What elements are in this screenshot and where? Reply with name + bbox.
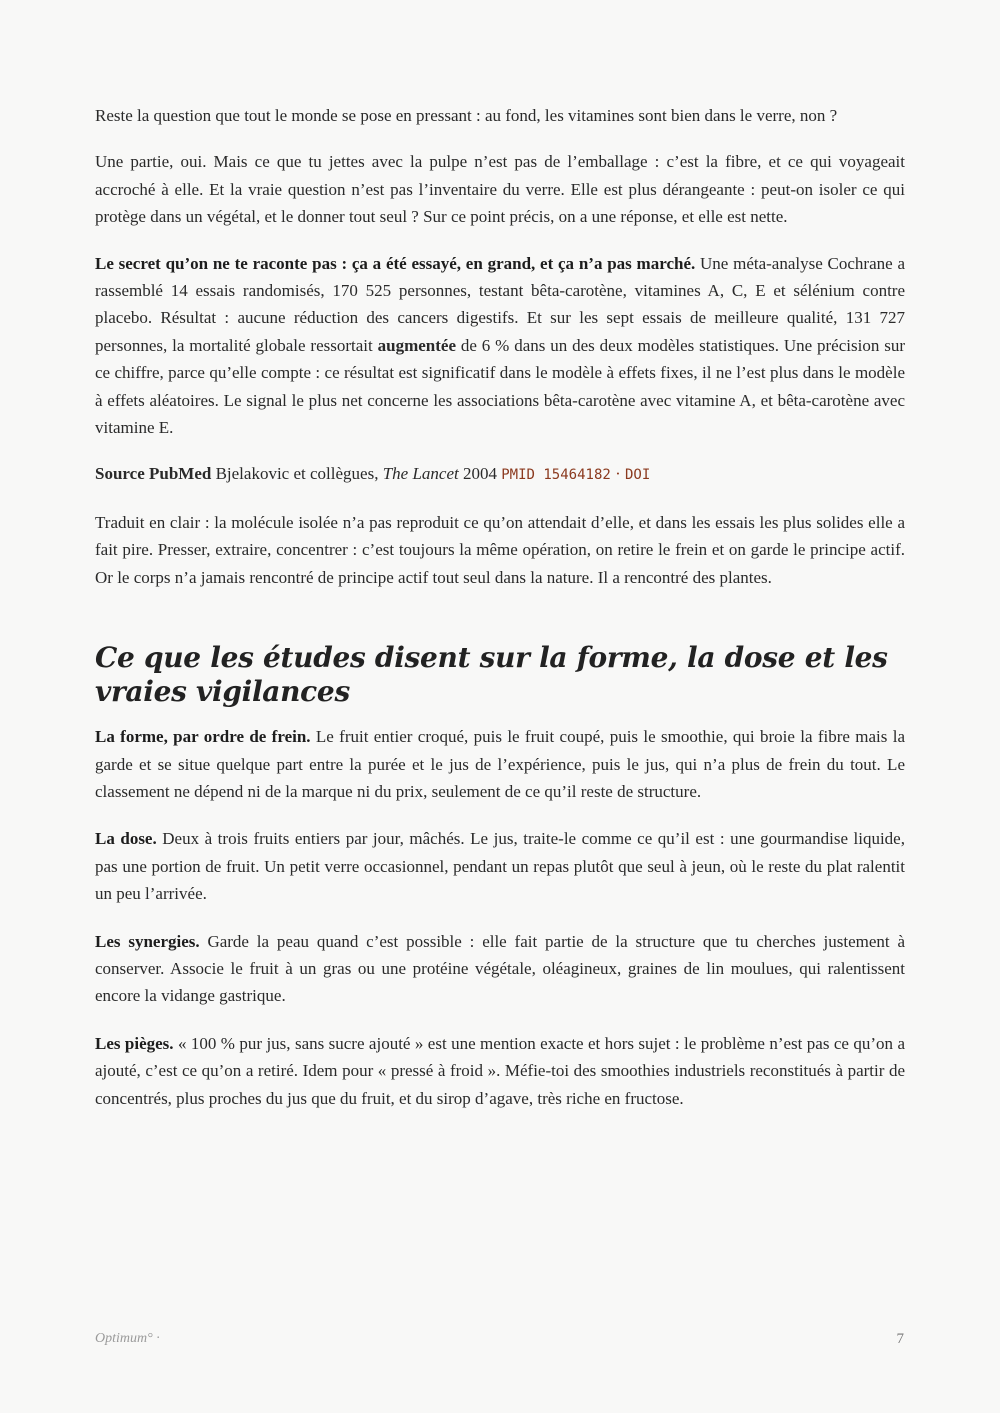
source-journal: The Lancet [382, 464, 459, 484]
article-body [95, 102, 905, 1132]
paragraph-text: Le fruit entier croqué, puis le fruit coupé, puis le smoothie, qui broie la fibre mais la garde et se situe quelque part entre la purée et le jus de l’expérience, puis le jus, qui n’a plus de frein du tout. Le classement ne dépend ni de la marque ni du prix, seulement de ce qu’il reste de structure. [95, 727, 905, 801]
source-citation [95, 460, 905, 489]
paragraph-lead: Le secret qu’on ne te raconte pas : ça a été essayé, en grand, et ça n’a pas marché. [95, 253, 696, 273]
paragraph-text: Garde la peau quand c’est possible : elle fait partie de la structure que tu cherches justement à conserver. Associe le fruit à un gras ou une protéine végétale, oléagineux, graines de lin moulues, qui ralentissent encore la vidange gastrique. [95, 931, 905, 1006]
paragraph-lead: La dose. [95, 829, 157, 849]
paragraph-forme [95, 723, 905, 805]
footer-brand: Optimum° · [95, 1331, 160, 1346]
source-label: Source PubMed [95, 464, 212, 484]
source-authors: Bjelakovic et collègues, [211, 464, 383, 484]
paragraph-question: Reste la question que tout le monde se pose en pressant : au fond, les vitamines sont bien dans le verre, non ? [95, 106, 838, 125]
paragraph-translation: Traduit en clair : la molécule isolée n’a pas reproduit ce qu’on attendait d’elle, et dans les essais les plus solides elle a fait pire. Presser, extraire, concentrer : c’est toujours la même opération, on retire le frein et on garde le principe actif. Or le corps n’a jamais rencontré de principe actif tout seul dans la nature. Il a rencontré des plantes. [95, 512, 905, 587]
paragraph-text: de 6 % dans un des deux modèles statistiques. Une précision sur ce chiffre, parce qu’elle compte : ce résultat est significatif dans le modèle à effets fixes, il ne l’est plus dans le modèle à effets aléatoires. Le signal le plus net concerne les associations bêta-carotène avec vitamine A, et bêta-carotène avec vitamine E. [95, 335, 905, 438]
emphasis-augmentee: augmentée [377, 335, 456, 355]
section-heading: Ce que les études disent sur la forme, la dose et les vraies vigilances [95, 641, 888, 709]
section-vigilances [95, 641, 905, 1112]
paragraph-text: « 100 % pur jus, sans sucre ajouté » est une mention exacte et hors sujet : le problème n’est pas ce qu’on a ajouté, c’est ce qu’on a retiré. Idem pour « pressé à froid ». Méfie-toi des smoothies industriels reconstitués à partir de concentrés, plus proches du jus que du fruit, et du sirop d’agave, très riche en fructose. [95, 1033, 905, 1108]
source-separator: · [610, 464, 625, 484]
paragraph-pieges [95, 1030, 905, 1112]
paragraph-dose [95, 825, 905, 907]
paragraph-text: Une méta-analyse Cochrane a rassemblé 14 essais randomisés, 170 525 personnes, testant bêta-carotène, vitamines A, C, E et sélénium contre placebo. Résultat : aucune réduction des cancers digestifs. Et sur les sept essais de meilleure qualité, 131 727 personnes, la mortalité globale ressortait [95, 253, 905, 355]
paragraph-fibre: Une partie, oui. Mais ce que tu jettes avec la pulpe n’est pas de l’emballage : c’est la fibre, et ce qui voyageait accroché à elle. Et la vraie question n’est pas l’inventaire du verre. Elle est plus dérangeante : peut-on isoler ce qui protège dans un végétal, et le donner tout seul ? Sur ce point précis, on a une réponse, et elle est nette. [95, 152, 905, 227]
source-year: 2004 [458, 464, 502, 484]
paragraph-synergies [95, 928, 905, 1010]
doi-link[interactable]: DOI [624, 467, 651, 484]
page-number: 7 [896, 1331, 904, 1347]
paragraph-lead: Les pièges. [95, 1033, 174, 1053]
paragraph-lead: Les synergies. [95, 931, 200, 951]
paragraph-lead: La forme, par ordre de frein. [95, 727, 311, 747]
paragraph-cochrane [95, 250, 905, 442]
paragraph-text: Deux à trois fruits entiers par jour, mâchés. Le jus, traite-le comme ce qu’il est : une gourmandise liquide, pas une portion de fruit. Un petit verre occasionnel, pendant un repas plutôt que seul à jeun, où le reste du plat ralentit un peu l’arrivée. [95, 829, 905, 904]
pmid-link[interactable]: PMID 15464182 [501, 467, 611, 484]
